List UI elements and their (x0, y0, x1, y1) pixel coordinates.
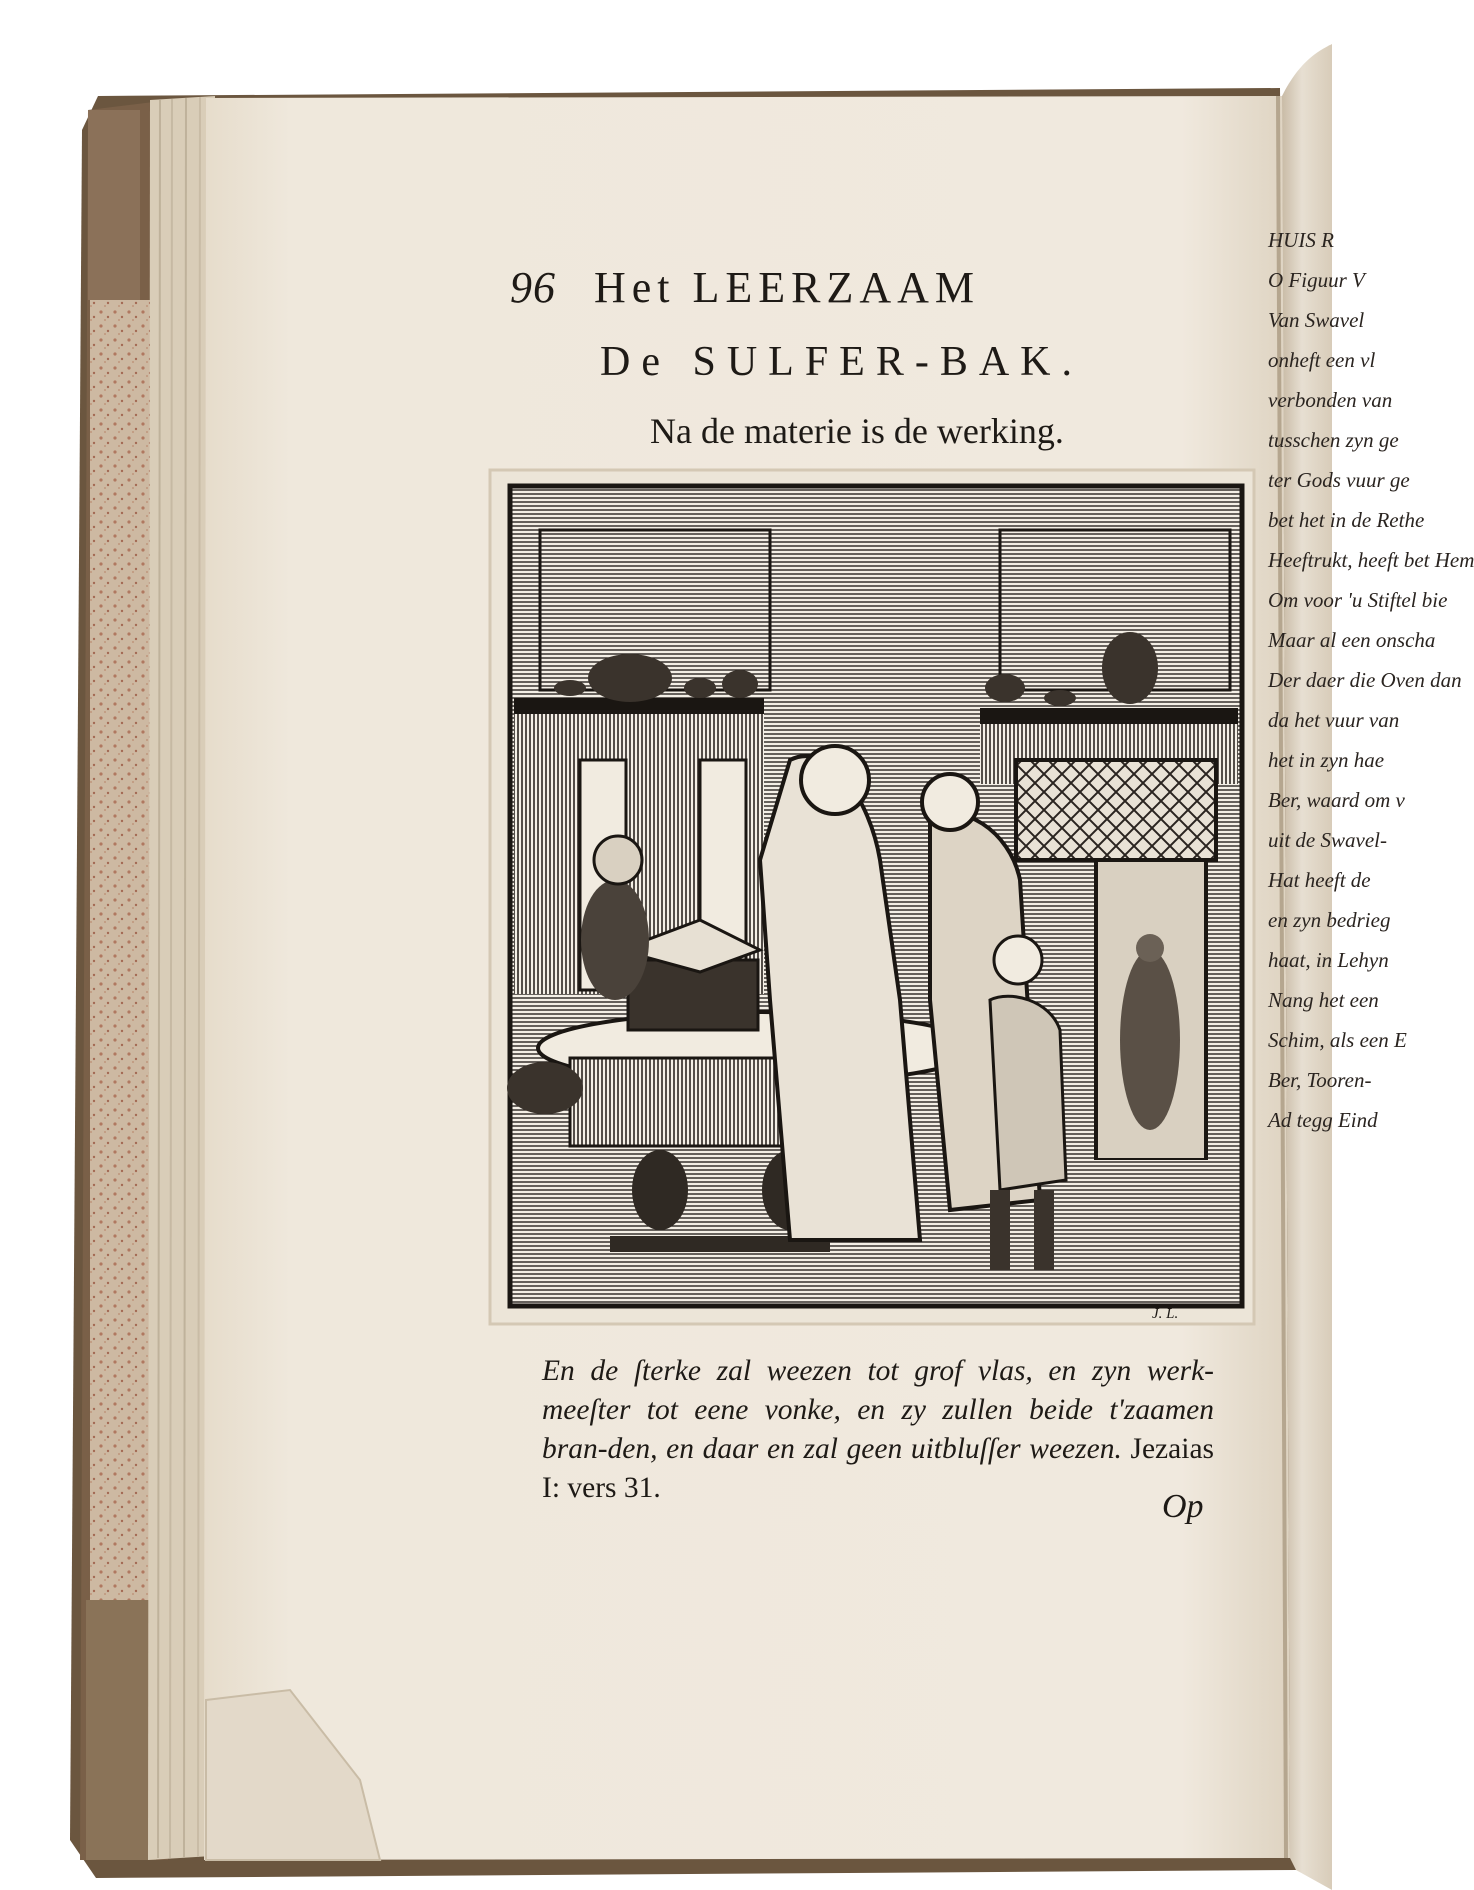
facing-page-line: da het vuur van (1268, 708, 1400, 732)
page-title: De SULFER-BAK. (600, 339, 1084, 385)
facing-page-line: Ber, Tooren- (1268, 1068, 1372, 1092)
facing-page-text (1268, 220, 1474, 1140)
facing-page-line: Maar al een onscha (1268, 628, 1436, 652)
facing-page-line: Ad tegg Eind (1268, 1108, 1378, 1132)
caption-verse: En de ſterke zal weezen tot grof vlas, en zyn werk-meeſter tot eene vonke, en zy zullen beide t'zaamen bran-den, en daar en zal geen uitbluſſer weezen. (542, 1355, 1214, 1465)
facing-page-line: Ber, waard om v (1268, 788, 1405, 812)
foxed-board-edge (90, 300, 150, 1600)
facing-page-line: uit de Swavel- (1268, 828, 1387, 852)
facing-page-line: HUIS R (1268, 228, 1334, 252)
running-head (510, 262, 1110, 313)
facing-page-line: O Figuur V (1268, 268, 1365, 292)
facing-page-line: Heeftrukt, heeft bet Hem (1268, 548, 1474, 572)
running-head-title: Het LEERZAAM (594, 263, 981, 312)
facing-page-line: Schim, als een E (1268, 1028, 1407, 1052)
facing-page-line: en zyn bedrieg (1268, 908, 1391, 932)
facing-page-line: bet het in de Rethe (1268, 508, 1425, 532)
facing-page-line: ter Gods vuur ge (1268, 468, 1410, 492)
facing-page-line: Nang het een (1268, 988, 1379, 1012)
facing-page-line: het in zyn hae (1268, 748, 1385, 772)
catchword: Op (1162, 1488, 1204, 1525)
caption (542, 1352, 1214, 1508)
engraving-illustration (507, 486, 1242, 1306)
engraver-signature: J. L. (1152, 1306, 1179, 1322)
facing-page-line: Om voor 'u Stiftel bie (1268, 588, 1448, 612)
facing-page-line: Van Swavel (1268, 308, 1365, 332)
motto: Na de materie is de werking. (650, 411, 1064, 451)
page-number: 96 (510, 263, 556, 312)
facing-page-line: Der daer die Oven dan (1268, 668, 1462, 692)
caption-reference: Jezaias I: vers 31. (542, 1433, 1215, 1504)
facing-page-line: haat, in Lehyn (1268, 948, 1389, 972)
facing-page-line: verbonden van (1268, 388, 1393, 412)
facing-page-line: tusschen zyn ge (1268, 428, 1399, 452)
facing-page-line: onheft een vl (1268, 348, 1376, 372)
facing-page-line: Hat heeft de (1268, 868, 1371, 892)
